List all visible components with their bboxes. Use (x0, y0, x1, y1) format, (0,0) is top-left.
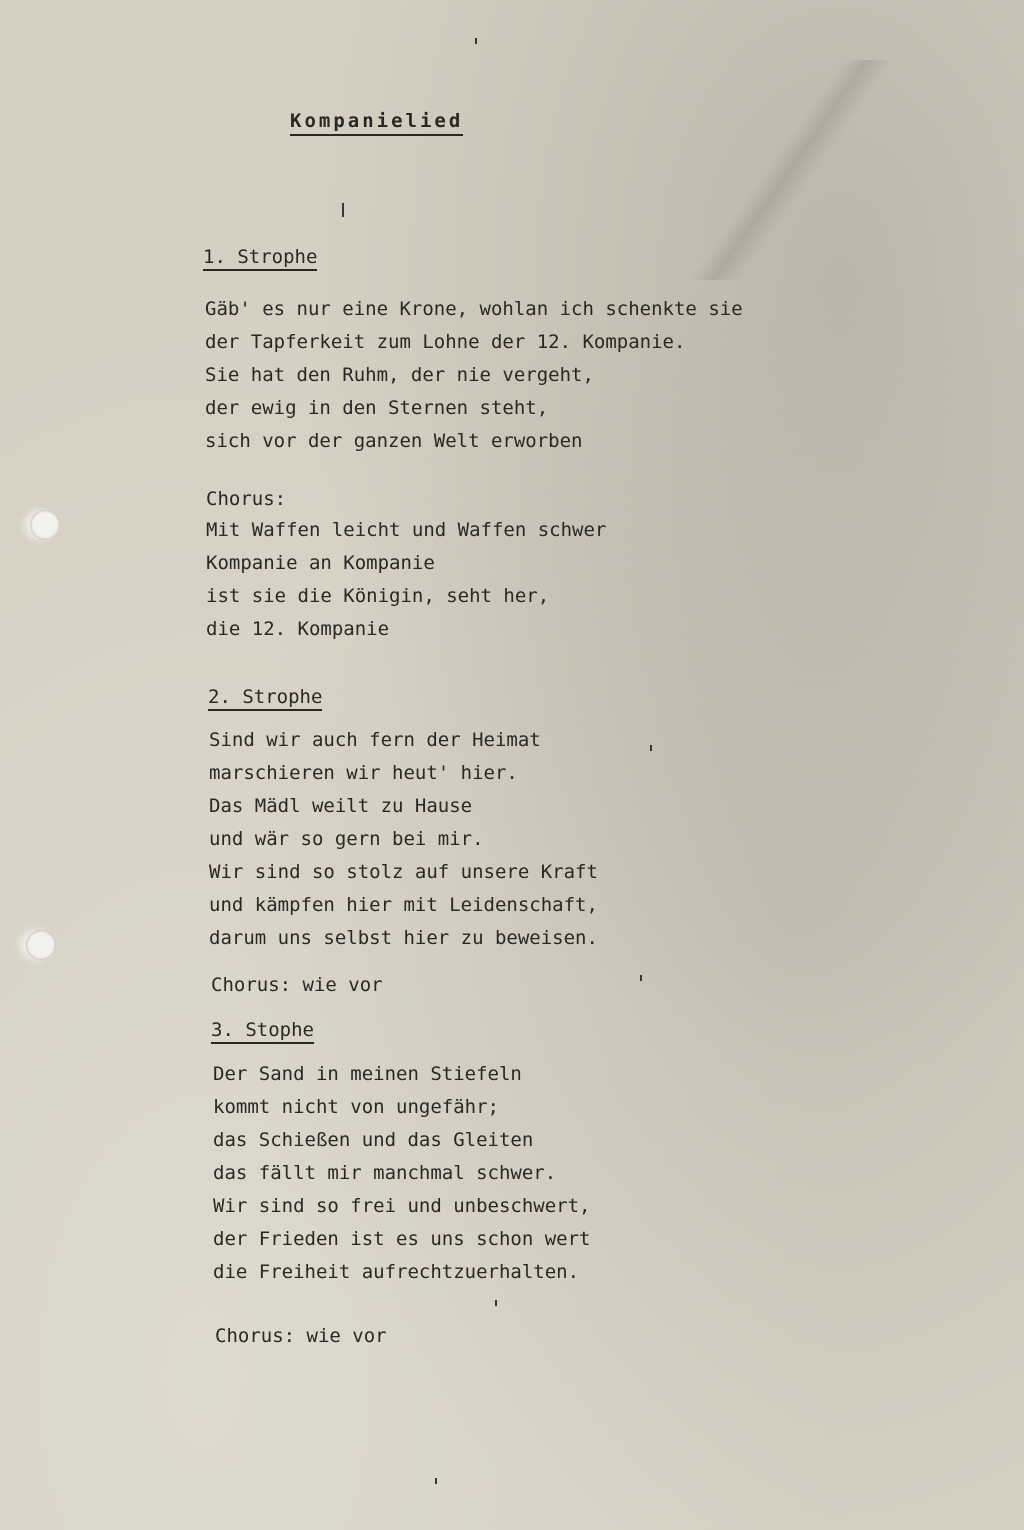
stanza-line: kommt nicht von ungefähr; (213, 1096, 499, 1118)
stanza-2-chorus-ref: Chorus: wie vor (211, 974, 383, 996)
speck (475, 38, 477, 44)
stanza-line: Gäb' es nur eine Krone, wohlan ich schenkte sie (205, 298, 743, 320)
chorus-line: Mit Waffen leicht und Waffen schwer (206, 519, 607, 541)
stanza-line: und wär so gern bei mir. (209, 828, 484, 850)
stanza-1-heading: 1. Strophe (203, 246, 317, 271)
speck (435, 1478, 437, 1484)
speck (495, 1300, 497, 1306)
stanza-2-heading: 2. Strophe (208, 686, 322, 711)
stanza-line: darum uns selbst hier zu beweisen. (209, 927, 598, 949)
stanza-line: Der Sand in meinen Stiefeln (213, 1063, 522, 1085)
paper-crease (640, 60, 940, 280)
stanza-line: der Frieden ist es uns schon wert (213, 1228, 591, 1250)
stanza-line: Sind wir auch fern der Heimat (209, 729, 541, 751)
chorus-text (206, 514, 606, 646)
punch-hole-bottom (26, 930, 56, 960)
stanza-3-text (213, 1058, 591, 1289)
stanza-2-text (209, 724, 598, 955)
chorus-label: Chorus: (206, 488, 287, 510)
chorus-line: Kompanie an Kompanie (206, 552, 435, 574)
stanza-line: Wir sind so stolz auf unsere Kraft (209, 861, 598, 883)
stanza-line: Sie hat den Ruhm, der nie vergeht, (205, 364, 594, 386)
chorus-line: die 12. Kompanie (206, 618, 390, 640)
stanza-line: sich vor der ganzen Welt erworben (205, 430, 583, 452)
stanza-line: die Freiheit aufrechtzuerhalten. (213, 1261, 580, 1283)
chorus-line: ist sie die Königin, seht her, (206, 585, 550, 607)
speck (342, 203, 344, 217)
document-title: Kompanielied (290, 110, 463, 136)
stanza-line: marschieren wir heut' hier. (209, 762, 518, 784)
stanza-line: Das Mädl weilt zu Hause (209, 795, 473, 817)
stanza-3-chorus-ref: Chorus: wie vor (215, 1325, 387, 1347)
stanza-3-heading: 3. Stophe (211, 1019, 314, 1044)
stanza-1-text (205, 293, 743, 458)
stanza-line: Wir sind so frei und unbeschwert, (213, 1195, 591, 1217)
stanza-line: das Schießen und das Gleiten (213, 1129, 534, 1151)
punch-hole-top (30, 510, 60, 540)
speck (640, 975, 642, 981)
stanza-line: das fällt mir manchmal schwer. (213, 1162, 557, 1184)
stanza-line: der ewig in den Sternen steht, (205, 397, 549, 419)
stanza-line: und kämpfen hier mit Leidenschaft, (209, 894, 598, 916)
stanza-line: der Tapferkeit zum Lohne der 12. Kompanie. (205, 331, 686, 353)
speck (650, 745, 652, 751)
